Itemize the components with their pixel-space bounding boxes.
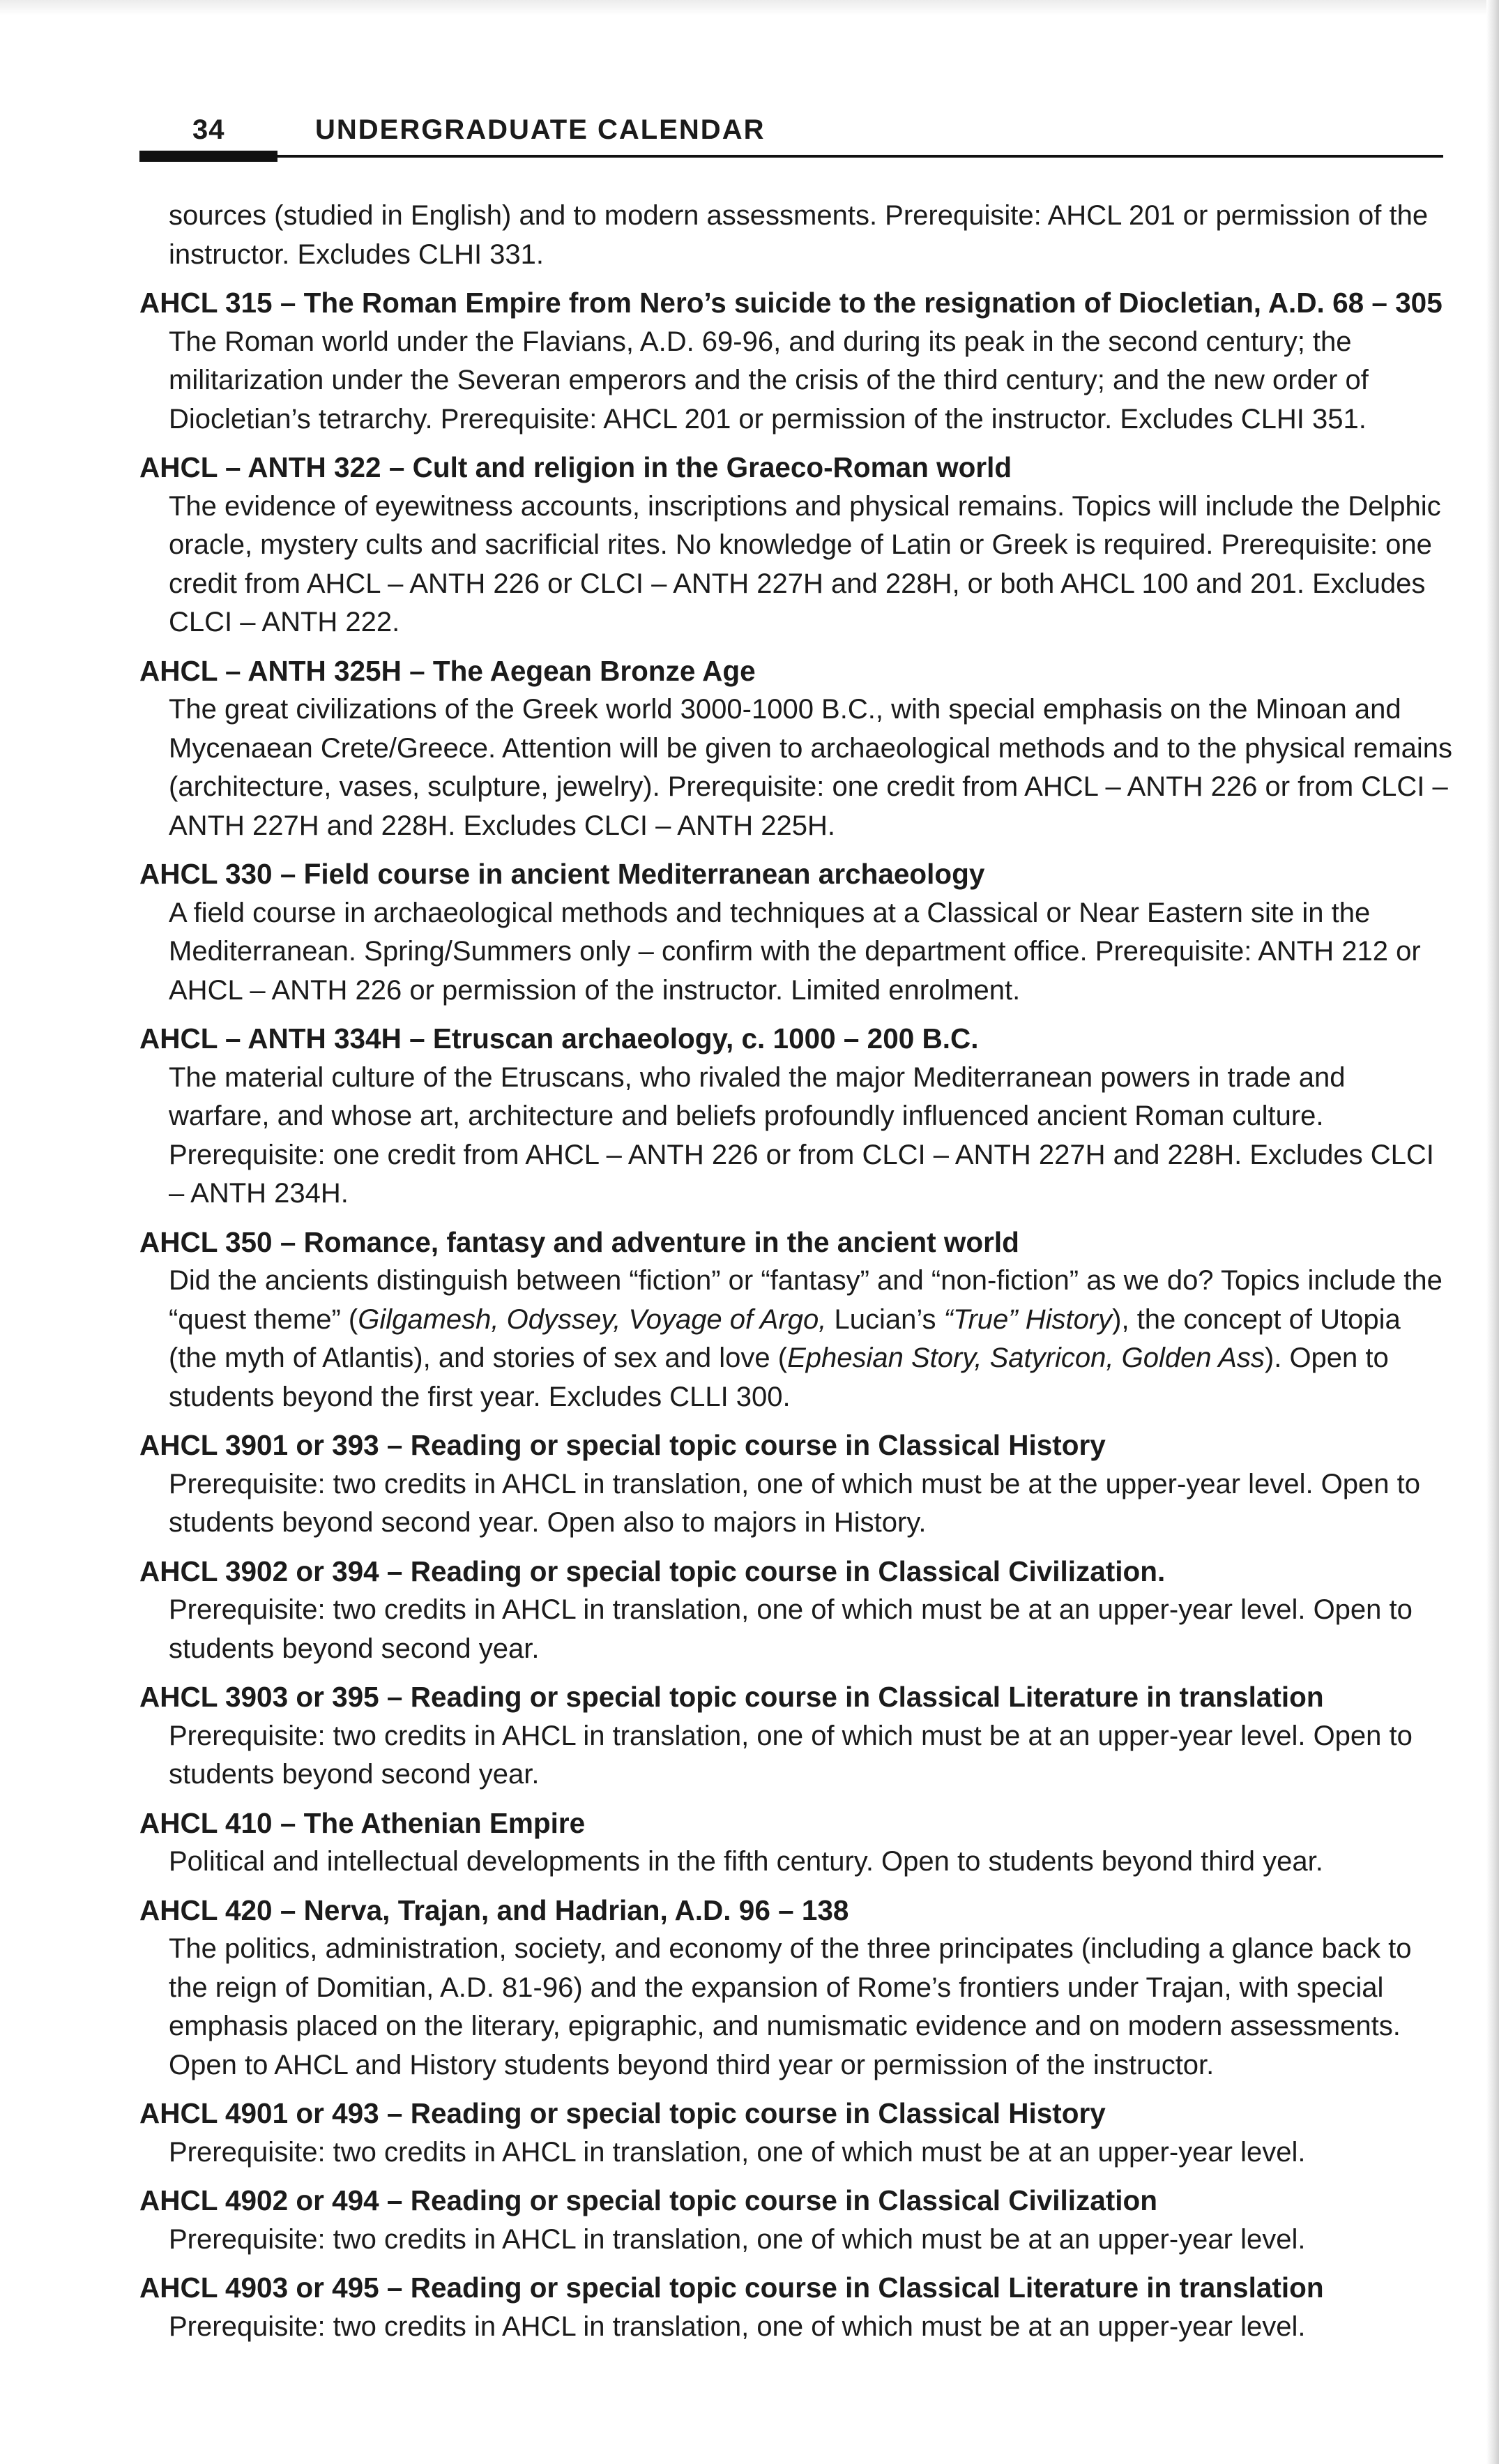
course-entry <box>139 2094 1454 2172</box>
course-description: A field course in archaeological methods and techniques at a Classical or Near Eastern site in the Mediterranean. Spring/Summers only – confirm with the department office. Prerequisite: ANTH 212 or AHCL – ANTH 226 or permission of the instructor. Limited enrolment. <box>169 897 1421 1006</box>
course-title: AHCL – ANTH 334H – Etruscan archaeology, c. 1000 – 200 B.C. <box>139 1022 979 1055</box>
desc-part-italic: “True” History <box>943 1303 1113 1335</box>
course-description: Prerequisite: two credits in AHCL in translation, one of which must be at an upper-year level. <box>169 2136 1306 2168</box>
course-title: AHCL 4903 or 495 – Reading or special topic course in Classical Literature in translation <box>139 2272 1324 2304</box>
course-title: AHCL 350 – Romance, fantasy and adventure in the ancient world <box>139 1225 1019 1258</box>
course-title: AHCL 4901 or 493 – Reading or special topic course in Classical History <box>139 2097 1106 2129</box>
course-title: AHCL 315 – The Roman Empire from Nero’s suicide to the resignation of Diocletian, A.D. 68 – 305 <box>139 287 1443 319</box>
course-description: Prerequisite: two credits in AHCL in translation, one of which must be at an upper-year level. Open to students beyond second year. <box>169 1594 1413 1664</box>
course-entry <box>139 2269 1454 2346</box>
course-description: Prerequisite: two credits in AHCL in translation, one of which must be at an upper-year level. Open to students beyond second year. <box>169 1720 1413 1790</box>
desc-part: Did the ancients distinguish between “fiction” or “fantasy” and “non-fiction” as we do? Topics include the “quest theme” ( <box>169 1265 1443 1335</box>
page-header <box>139 109 1443 158</box>
header-rule-thick <box>139 151 277 162</box>
desc-part: Lucian’s <box>826 1303 944 1335</box>
course-entry <box>139 1678 1454 1794</box>
course-entry <box>139 1223 1454 1417</box>
desc-part: ). Open to students beyond the first year. Excludes CLLI 300. <box>169 1343 1389 1412</box>
course-entry <box>139 2182 1454 2259</box>
desc-part-italic: Ephesian Story, Satyricon, Golden Ass <box>787 1343 1265 1373</box>
course-title: AHCL 420 – Nerva, Trajan, and Hadrian, A.D. 96 – 138 <box>139 1894 849 1926</box>
course-title: AHCL – ANTH 325H – The Aegean Bronze Age <box>139 654 756 687</box>
header-rule-thin <box>277 155 1443 158</box>
course-title: AHCL 3903 or 395 – Reading or special topic course in Classical Literature in translation <box>139 1681 1324 1713</box>
course-entry <box>139 855 1454 1010</box>
course-title: AHCL 330 – Field course in ancient Mediterranean archaeology <box>139 858 985 890</box>
course-description: Political and intellectual developments in the fifth century. Open to students beyond third year. <box>169 1846 1323 1877</box>
desc-part-italic: Gilgamesh, Odyssey, Voyage of Argo, <box>358 1303 827 1335</box>
course-entry <box>139 1552 1454 1669</box>
course-listing <box>139 197 1454 2346</box>
course-description: The politics, administration, society, and economy of the three principates (including a glance back to the reign of Domitian, A.D. 81-96) and the expansion of Rome’s frontiers under Trajan, with special emphasis placed on the literary, epigraphic, and numismatic evidence and on modern assessments. Open to AHCL and History students beyond third year or permission of the instructor. <box>169 1933 1412 2080</box>
course-description: The evidence of eyewitness accounts, inscriptions and physical remains. Topics will include the Delphic oracle, mystery cults and sacrificial rites. No knowledge of Latin or Greek is required. Prerequisite: one credit from AHCL – ANTH 226 or CLCI – ANTH 227H and 228H, or both AHCL 100 and 201. Excludes CLCI – ANTH 222. <box>169 490 1441 637</box>
course-entry <box>139 284 1454 439</box>
scan-shadow-right <box>1486 0 1499 2464</box>
course-title: AHCL 4902 or 494 – Reading or special topic course in Classical Civilization <box>139 2184 1158 2216</box>
course-description: Prerequisite: two credits in AHCL in translation, one of which must be at an upper-year level. <box>169 2223 1306 2255</box>
course-description <box>139 1262 1454 1416</box>
course-entry <box>139 652 1454 846</box>
course-entry <box>139 1426 1454 1543</box>
course-entry <box>139 1891 1454 2085</box>
course-description: The great civilizations of the Greek world 3000-1000 B.C., with special emphasis on the Minoan and Mycenaean Crete/Greece. Attention will be given to archaeological methods and to the physical remains (architecture, vases, sculpture, jewelry). Prerequisite: one credit from AHCL – ANTH 226 or from CLCI – ANTH 227H and 228H. Excludes CLCI – ANTH 225H. <box>169 694 1453 841</box>
course-title: AHCL 410 – The Athenian Empire <box>139 1806 586 1839</box>
course-description: Prerequisite: two credits in AHCL in translation, one of which must be at the upper-year level. Open to students beyond second year. Open also to majors in History. <box>169 1468 1420 1538</box>
desc-part: ), the concept of Utopia (the myth of Atlantis), and stories of sex and love ( <box>169 1303 1401 1373</box>
course-title: AHCL 3901 or 393 – Reading or special topic course in Classical History <box>139 1429 1106 1461</box>
course-title: AHCL 3902 or 394 – Reading or special topic course in Classical Civilization. <box>139 1555 1166 1587</box>
course-description: The Roman world under the Flavians, A.D. 69-96, and during its peak in the second century; the militarization under the Severan emperors and the crisis of the third century; and the new order of Diocletian’s tetrarchy. Prerequisite: AHCL 201 or permission of the instructor. Excludes CLHI 351. <box>169 326 1369 434</box>
running-title: UNDERGRADUATE CALENDAR <box>315 114 766 145</box>
scan-shadow-top <box>0 0 1499 15</box>
continued-description: sources (studied in English) and to modern assessments. Prerequisite: AHCL 201 or permission of the instructor. Excludes CLHI 331. <box>169 200 1429 270</box>
course-entry <box>139 1804 1454 1882</box>
course-title: AHCL – ANTH 322 – Cult and religion in the Graeco-Roman world <box>139 451 1012 483</box>
course-entry <box>139 1020 1454 1214</box>
course-entry <box>139 448 1454 642</box>
page-number: 34 <box>192 114 225 145</box>
course-description: The material culture of the Etruscans, who rivaled the major Mediterranean powers in trade and warfare, and whose art, architecture and beliefs profoundly influenced ancient Roman culture. Prerequisite: one credit from AHCL – ANTH 226 or from CLCI – ANTH 227H and 228H. Excludes CLCI – ANTH 234H. <box>169 1061 1434 1209</box>
course-description: Prerequisite: two credits in AHCL in translation, one of which must be at an upper-year level. <box>169 2311 1306 2342</box>
